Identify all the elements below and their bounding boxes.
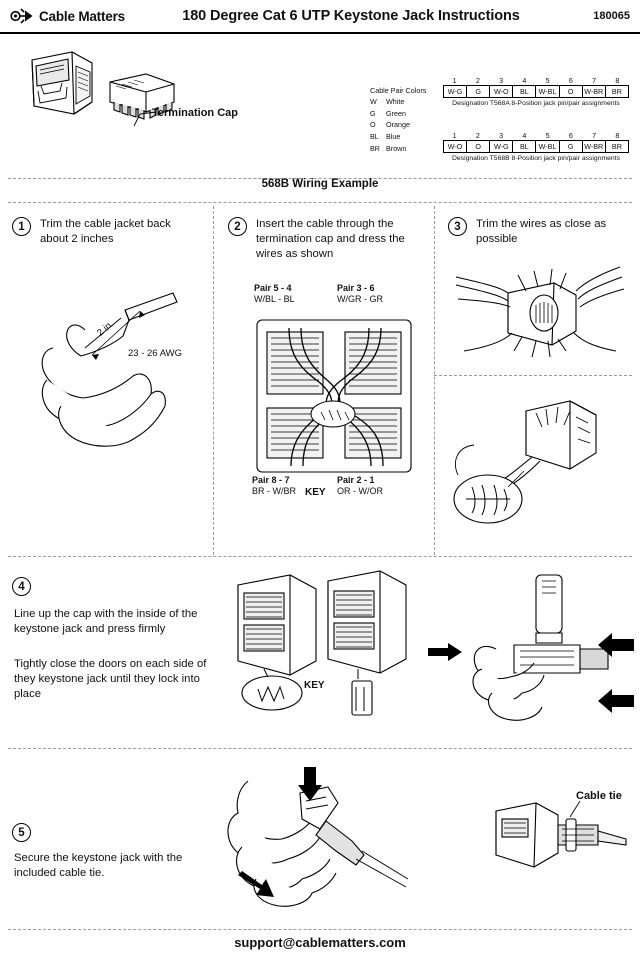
step-2-text: Insert the cable through the termination cap and dress the wires as shown bbox=[256, 218, 405, 260]
cable-connector-icon bbox=[10, 7, 34, 25]
pair-8-7-colors: BR - W/BR bbox=[252, 486, 296, 496]
page-title: 180 Degree Cat 6 UTP Keystone Jack Instructions bbox=[182, 8, 520, 24]
termination-cap-label: Termination Cap bbox=[152, 107, 238, 119]
list-item: O Orange bbox=[370, 120, 410, 130]
step-4-illustration-cap bbox=[224, 565, 418, 733]
support-email: support@cablematters.com bbox=[234, 935, 406, 950]
cable-length-label: 2 in. bbox=[95, 318, 116, 339]
right-arrow-icon bbox=[428, 643, 462, 661]
t568a-table bbox=[443, 76, 629, 108]
step-3-illustration-bottom bbox=[450, 391, 636, 547]
brand bbox=[10, 7, 142, 25]
t568a-pin-numbers: 1 2 3 4 5 6 7 8 bbox=[452, 76, 620, 85]
divider bbox=[8, 929, 632, 930]
table-row: W-G G W-O BL W-BL O W-BR BR bbox=[444, 86, 629, 98]
overview-section bbox=[0, 34, 640, 180]
list-item: G Green bbox=[370, 108, 406, 118]
key-label: KEY bbox=[304, 680, 325, 691]
pair-colors-title: Cable Pair Colors bbox=[370, 86, 427, 95]
step-number-3: 3 bbox=[448, 217, 467, 236]
t568a-caption: Designation T568A 8-Position jack pin/pair assignments bbox=[452, 99, 620, 107]
pair-3-6-label: Pair 3 - 6 bbox=[337, 283, 375, 293]
list-item: W White bbox=[370, 97, 405, 106]
step-number-5: 5 bbox=[12, 823, 31, 842]
divider bbox=[434, 206, 435, 555]
key-label: KEY bbox=[305, 487, 326, 498]
termination-cap-leader-line bbox=[120, 100, 160, 130]
pair-2-1-label: Pair 2 - 1 bbox=[337, 475, 375, 485]
pair-2-1-colors: OR - W/OR bbox=[337, 486, 383, 496]
awg-label: 23 - 26 AWG bbox=[128, 348, 183, 359]
step-3-text: Trim the wires as close as possible bbox=[476, 218, 607, 245]
step-number-1: 1 bbox=[12, 217, 31, 236]
t568b-pin-numbers: 1 2 3 4 5 6 7 8 bbox=[452, 131, 620, 140]
step-number-4: 4 bbox=[12, 577, 31, 596]
step-2-illustration bbox=[243, 308, 425, 488]
t568b-caption: Designation T568B 8-Position jack pin/pair assignments bbox=[451, 154, 620, 162]
table-row: W-O O W-G BL W-BL G W-BR BR bbox=[444, 141, 629, 153]
cable-pair-colors-list bbox=[370, 96, 410, 154]
cable-tie-label: Cable tie bbox=[576, 790, 622, 802]
steps-1-3-row bbox=[0, 203, 640, 555]
step-4-row bbox=[0, 557, 640, 747]
divider bbox=[213, 206, 214, 555]
t568b-table bbox=[443, 131, 629, 163]
brand-name: Cable Matters bbox=[39, 8, 125, 24]
pair-5-4-colors: W/BL - BL bbox=[254, 294, 295, 304]
step-5-row bbox=[0, 749, 640, 929]
step-4-text: Line up the cap with the inside of the keystone jack and press firmly bbox=[14, 608, 198, 635]
pair-5-4-label: Pair 5 - 4 bbox=[254, 283, 292, 293]
page-header bbox=[0, 0, 640, 34]
step-5-text: Secure the keystone jack with the included cable tie. bbox=[14, 852, 183, 879]
list-item: BR Brown bbox=[370, 143, 407, 153]
pair-8-7-label: Pair 8 - 7 bbox=[252, 475, 290, 485]
step-1-text: Trim the cable jacket back about 2 inches bbox=[40, 218, 171, 245]
divider bbox=[434, 375, 632, 376]
wiring-example-band: 568B Wiring Example bbox=[261, 178, 379, 190]
step-5-illustration-tie bbox=[470, 797, 630, 915]
pair-3-6-colors: W/GR - GR bbox=[337, 294, 383, 304]
document-number: 180065 bbox=[593, 10, 630, 22]
list-item: BL Blue bbox=[370, 131, 401, 141]
step-4-illustration-press bbox=[462, 569, 634, 735]
step-4-text-2: Tightly close the doors on each side of they keystone jack until they lock into place bbox=[14, 658, 207, 700]
step-5-illustration-hand bbox=[216, 767, 416, 919]
step-number-2: 2 bbox=[228, 217, 247, 236]
step-3-illustration-top bbox=[448, 255, 634, 373]
